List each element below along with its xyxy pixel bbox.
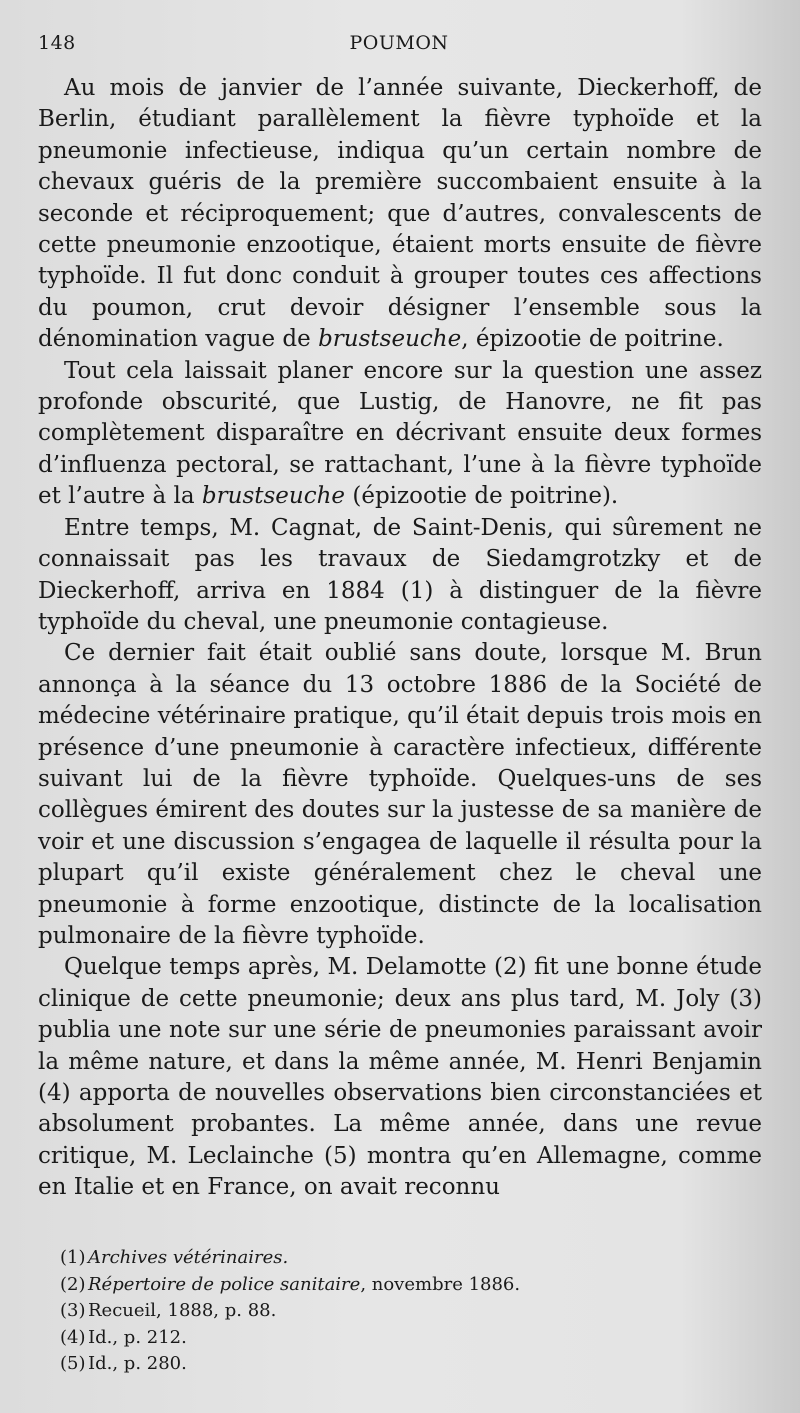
footnote [60, 1298, 760, 1325]
page-header [38, 32, 760, 60]
paragraph [38, 952, 762, 1203]
footnote-number: (1) [60, 1247, 86, 1268]
paragraph [38, 356, 762, 513]
paragraph-text: Entre temps, M. Cagnat, de Saint-Denis, qui sûrement ne connaissait pas les travaux de Siedamgrotzky et de Dieckerhoff, arriva en 1884 (1) à distinguer de la fièvre typhoïde du cheval, une pneumonie contagieuse. [38, 514, 762, 635]
footnotes [60, 1245, 760, 1378]
italic-term: brustseuche [201, 483, 346, 510]
page-number: 148 [38, 32, 76, 54]
footnote-text: , novembre 1886. [360, 1273, 521, 1295]
footnote [60, 1272, 760, 1299]
footnote [60, 1325, 760, 1352]
paragraph-text: Quelque temps après, M. Delamotte (2) fit une bonne étude clinique de cette pneumonie; deux ans plus tard, M. Joly (3) publia une note sur une série de pneumonies paraissant avoir la même nature, et dans la même année, M. Henri Benjamin (4) apporta de nouvelles observations bien circonstanciées et absolument probantes. La même année, dans une revue critique, M. Leclainche (5) montra qu’en Allemagne, comme en Italie et en France, on avait reconnu [38, 954, 762, 1201]
footnote [60, 1245, 760, 1272]
paragraph-text: (épizootie de poitrine). [345, 483, 619, 510]
footnote-text: Id., p. 212. [88, 1326, 187, 1348]
footnote-text: Archives vétérinaires. [88, 1247, 289, 1268]
footnote-text: Répertoire de police sanitaire [88, 1273, 361, 1295]
paragraph-text: Au mois de janvier de l’année suivante, Dieckerhoff, de Berlin, étudiant parallèlement la fièvre typhoïde et la pneumonie infectieuse, indiqua qu’un certain nombre de chevaux guéris de la première succombaient ensuite à la seconde et réciproquement; que d’autres, convalescents de cette pneumonie enzootique, étaient morts ensuite de fièvre typhoïde. Il fut donc conduit à grouper toutes ces affections du poumon, crut devoir désigner l’ensemble sous la dénomination vague de [38, 75, 762, 353]
paragraph [38, 73, 762, 356]
body-text [38, 73, 762, 1204]
footnote-text: Id., p. 280. [88, 1353, 187, 1374]
footnote-text: Recueil, 1888, p. 88. [88, 1300, 277, 1321]
paragraph [38, 513, 762, 639]
footnote-number: (4) [60, 1326, 86, 1348]
paragraph-text: Tout cela laissait planer encore sur la question une assez profonde obscurité, que Lustig, de Hanovre, ne fit pas complètement disparaître en décrivant ensuite deux formes d’influenza pectoral, se rattachant, l’une à la fièvre typhoïde et l’autre à la [38, 357, 762, 510]
paragraph [38, 638, 762, 952]
italic-term: brustseuche [318, 326, 462, 353]
footnote-divider [38, 1235, 128, 1236]
footnote-number: (5) [60, 1353, 86, 1374]
footnote-number: (3) [60, 1300, 86, 1321]
footnote-number: (2) [60, 1273, 86, 1295]
paragraph-text: Ce dernier fait était oublié sans doute, lorsque M. Brun annonça à la séance du 13 octobre 1886 de la Société de médecine vétérinaire pratique, qu’il était depuis trois mois en présence d’une pneumonie à caractère infectieux, différente suivant lui de la fièvre typhoïde. Quelques-uns de ses collègues émirent des doutes sur la justesse de sa manière de voir et une discussion s’engagea de laquelle il résulta pour la plupart qu’il existe généralement chez le cheval une pneumonie à forme enzootique, distincte de la localisation pulmonaire de la fièvre typhoïde. [38, 640, 762, 949]
running-title: POUMON [349, 32, 449, 54]
footnote [60, 1351, 760, 1378]
paragraph-text: , épizootie de poitrine. [461, 326, 724, 353]
